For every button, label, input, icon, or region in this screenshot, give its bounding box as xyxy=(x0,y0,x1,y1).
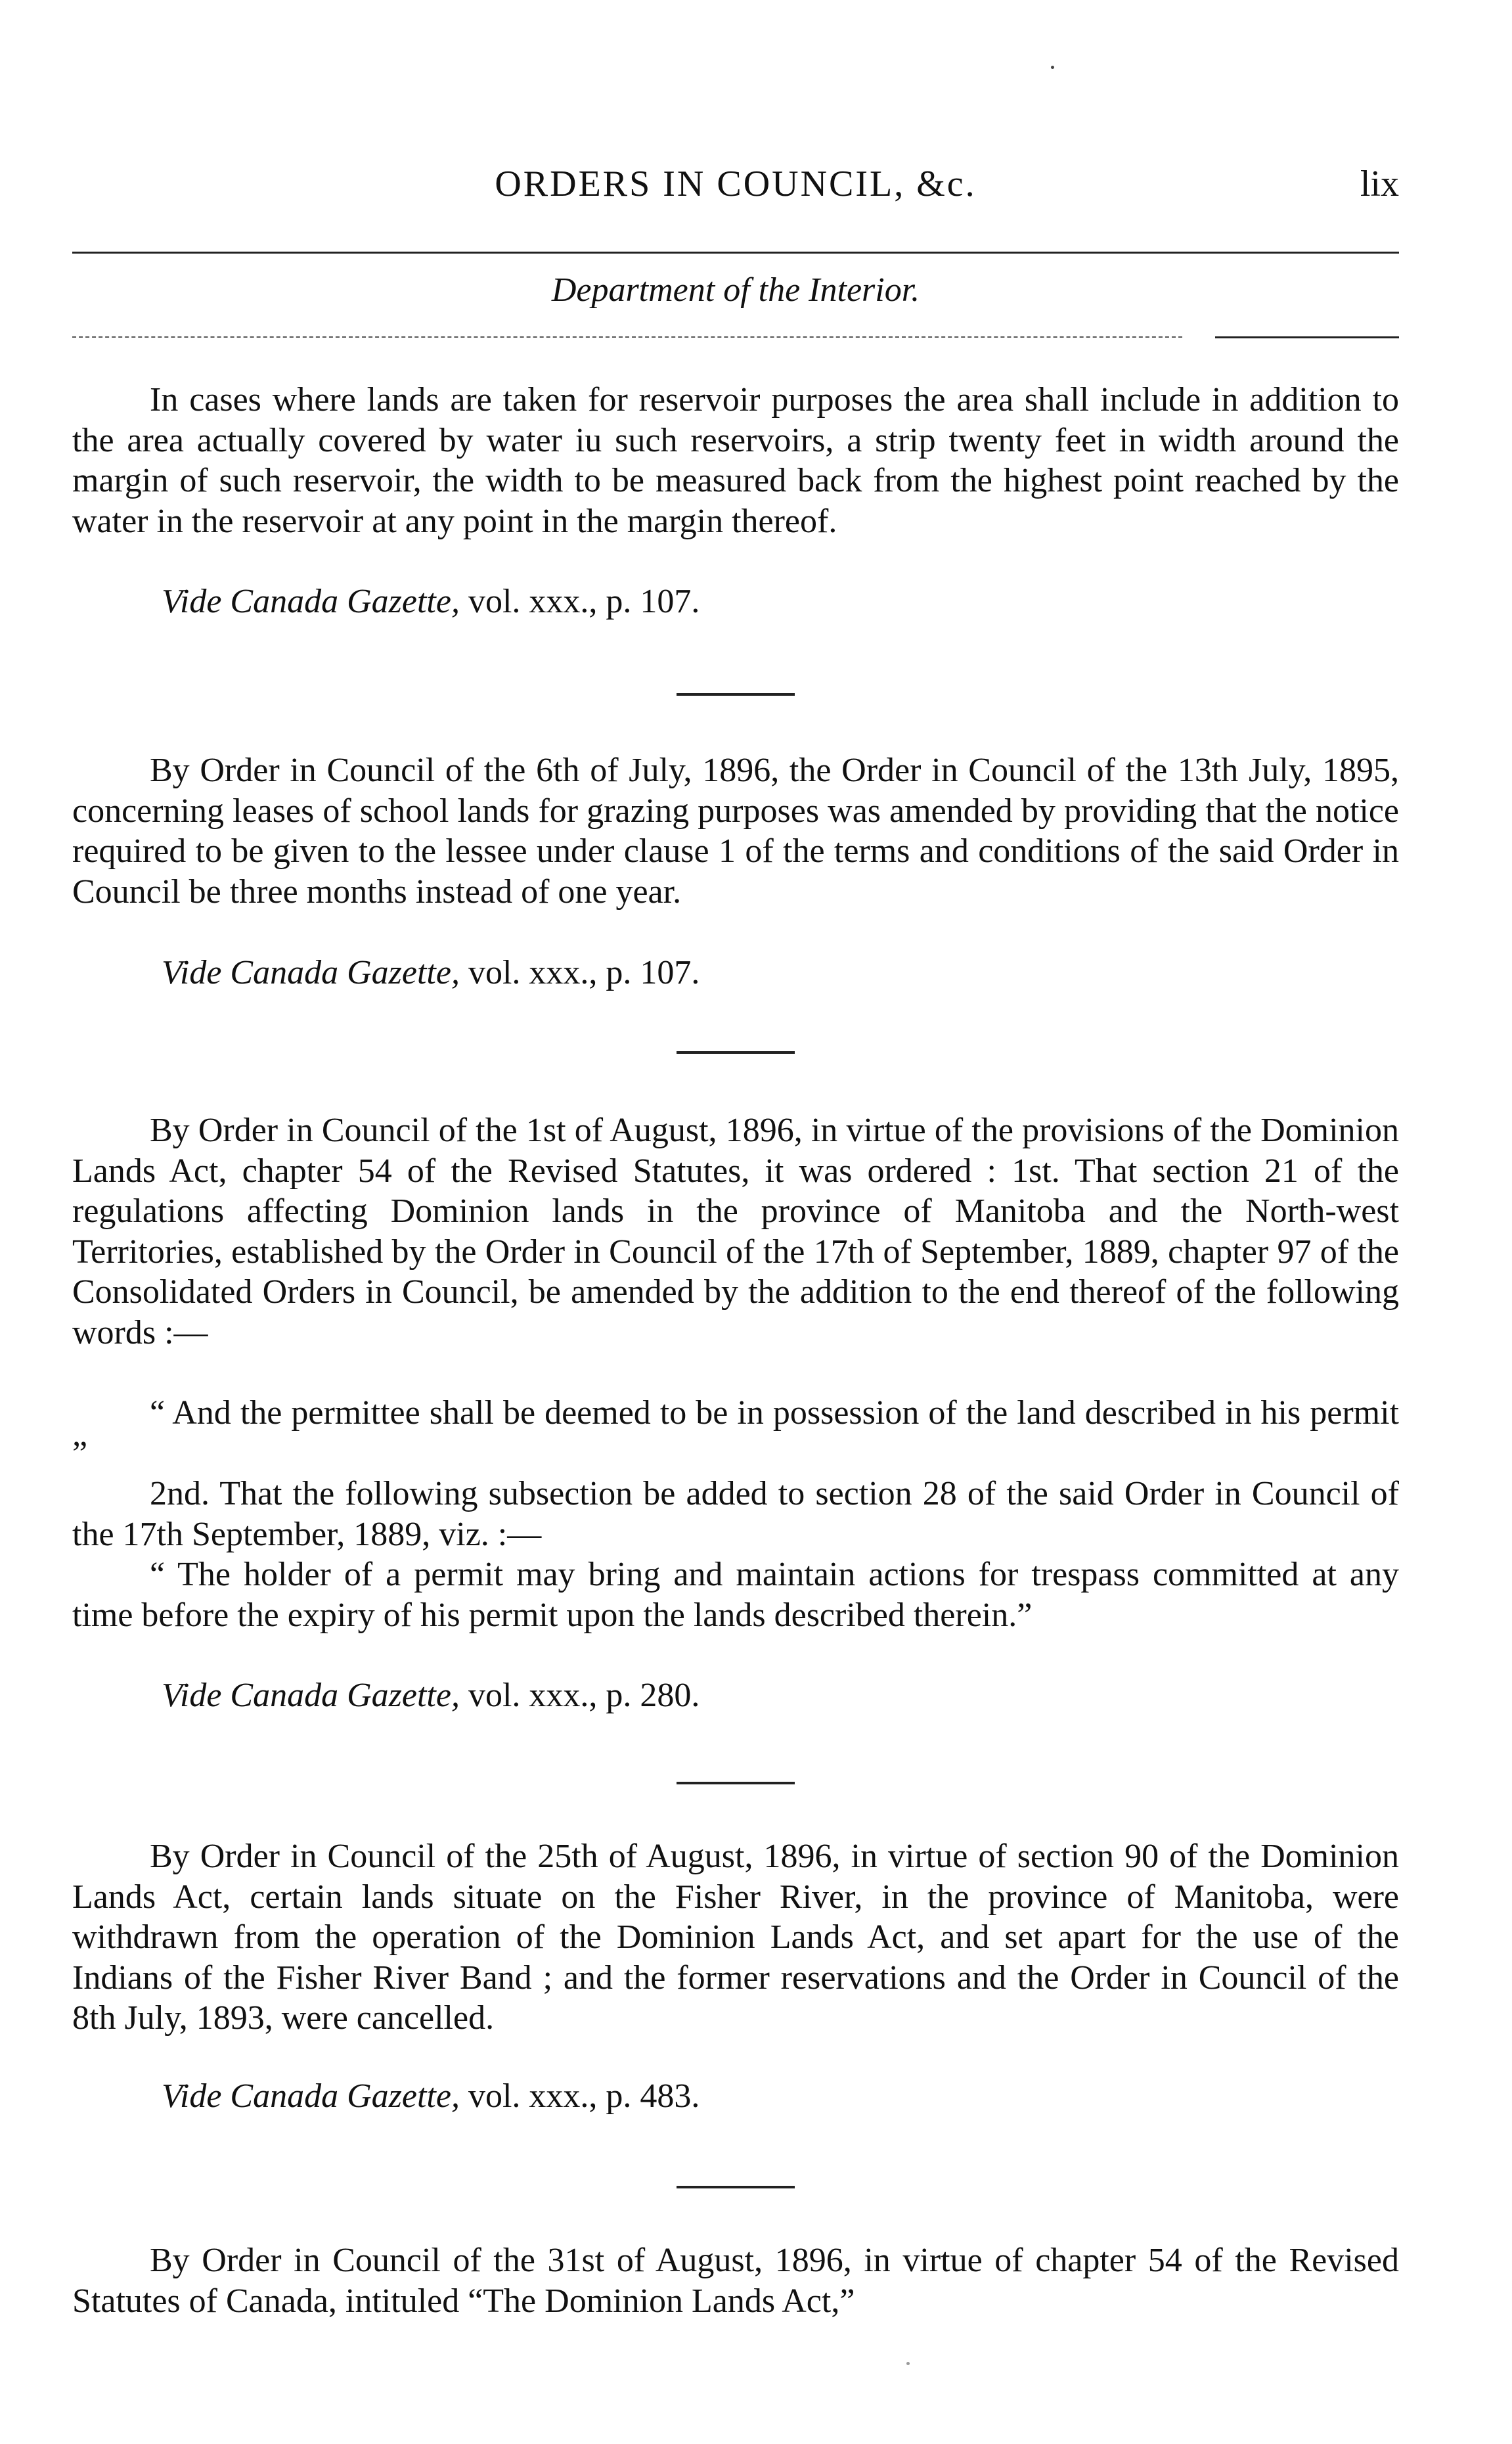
citation-title: Vide Canada Gazette, xyxy=(162,583,460,620)
running-title: ORDERS IN COUNCIL, &c. xyxy=(495,164,977,204)
print-speck xyxy=(1051,66,1054,69)
citation-reference: vol. xxx., p. 280. xyxy=(468,1677,700,1714)
section-separator xyxy=(677,1782,795,1784)
entry-1-text: In cases where lands are taken for reservoir purposes the area shall include in addition to the area actually covered by water iu such reservoirs, a strip twenty feet in width around the margin of such reservoir, the width to be measured back from the highest point reached by the water in the reservoir at any point in the margin thereof. xyxy=(72,381,1399,540)
entry-1-citation xyxy=(162,581,700,622)
document-page xyxy=(72,0,1399,2444)
entry-3-quote-1: “ And the permittee shall be deemed to be in possession of the land described in his permit ” xyxy=(72,1394,1399,1472)
citation-reference: vol. xxx., p. 107. xyxy=(468,583,700,620)
entry-2-text: By Order in Council of the 6th of July, 1896, the Order in Council of the 13th July, 1895, concerning leases of school lands for grazing purposes was amended by providing that the notice required to be given to the lessee under clause 1 of the terms and conditions of the said Order in Council be three months instead of one year. xyxy=(72,752,1399,911)
citation-title: Vide Canada Gazette, xyxy=(162,954,460,991)
entry-4-citation xyxy=(162,2076,700,2117)
entry-3-citation xyxy=(162,1675,700,1716)
citation-title: Vide Canada Gazette, xyxy=(162,2077,460,2115)
entry-3-second-clause: 2nd. That the following subsection be added to section 28 of the said Order in Council of the 17th September, 1889, viz. :— xyxy=(72,1475,1399,1553)
department-rule-dashed xyxy=(72,336,1182,338)
page-number: lix xyxy=(1360,164,1399,204)
section-separator xyxy=(677,693,795,696)
entry-2-citation xyxy=(162,953,700,993)
entry-3-text: By Order in Council of the 1st of August, 1896, in virtue of the provisions of the Dominion Lands Act, chapter 54 of the Revised Statutes, it was ordered : 1st. That section 21 of the regulations affecting Dominion lands in the province of Manitoba and the North-west Territories, established by the Order in Council of the 17th of September, 1889, chapter 97 of the Consolidated Orders in Council, be amended by the addition to the end thereof of the following words :— xyxy=(72,1112,1399,1351)
citation-reference: vol. xxx., p. 483. xyxy=(468,2077,700,2115)
section-separator xyxy=(677,2186,795,2188)
entry-4-text: By Order in Council of the 25th of August, 1896, in virtue of section 90 of the Dominion Lands Act, certain lands situate on the Fisher River, in the province of Manitoba, were withdrawn from the operation of the Dominion Lands Act, and set apart for the use of the Indians of the Fisher River Band ; and the former reservations and the Order in Council of the 8th July, 1893, were cancelled. xyxy=(72,1838,1399,2037)
department-heading: Department of the Interior. xyxy=(551,271,920,309)
running-head xyxy=(72,161,1399,207)
department-rule-solid xyxy=(1215,336,1399,338)
citation-title: Vide Canada Gazette, xyxy=(162,1677,460,1714)
citation-reference: vol. xxx., p. 107. xyxy=(468,954,700,991)
section-separator xyxy=(677,1051,795,1054)
print-speck xyxy=(906,2362,910,2365)
entry-3-quote-2: “ The holder of a permit may bring and maintain actions for trespass committed at any time before the expiry of his permit upon the lands described therein.” xyxy=(72,1556,1399,1634)
header-rule xyxy=(72,252,1399,254)
entry-5-text: By Order in Council of the 31st of August, 1896, in virtue of chapter 54 of the Revised Statutes of Canada, intituled “The Dominion Lands Act,” xyxy=(72,2242,1399,2320)
